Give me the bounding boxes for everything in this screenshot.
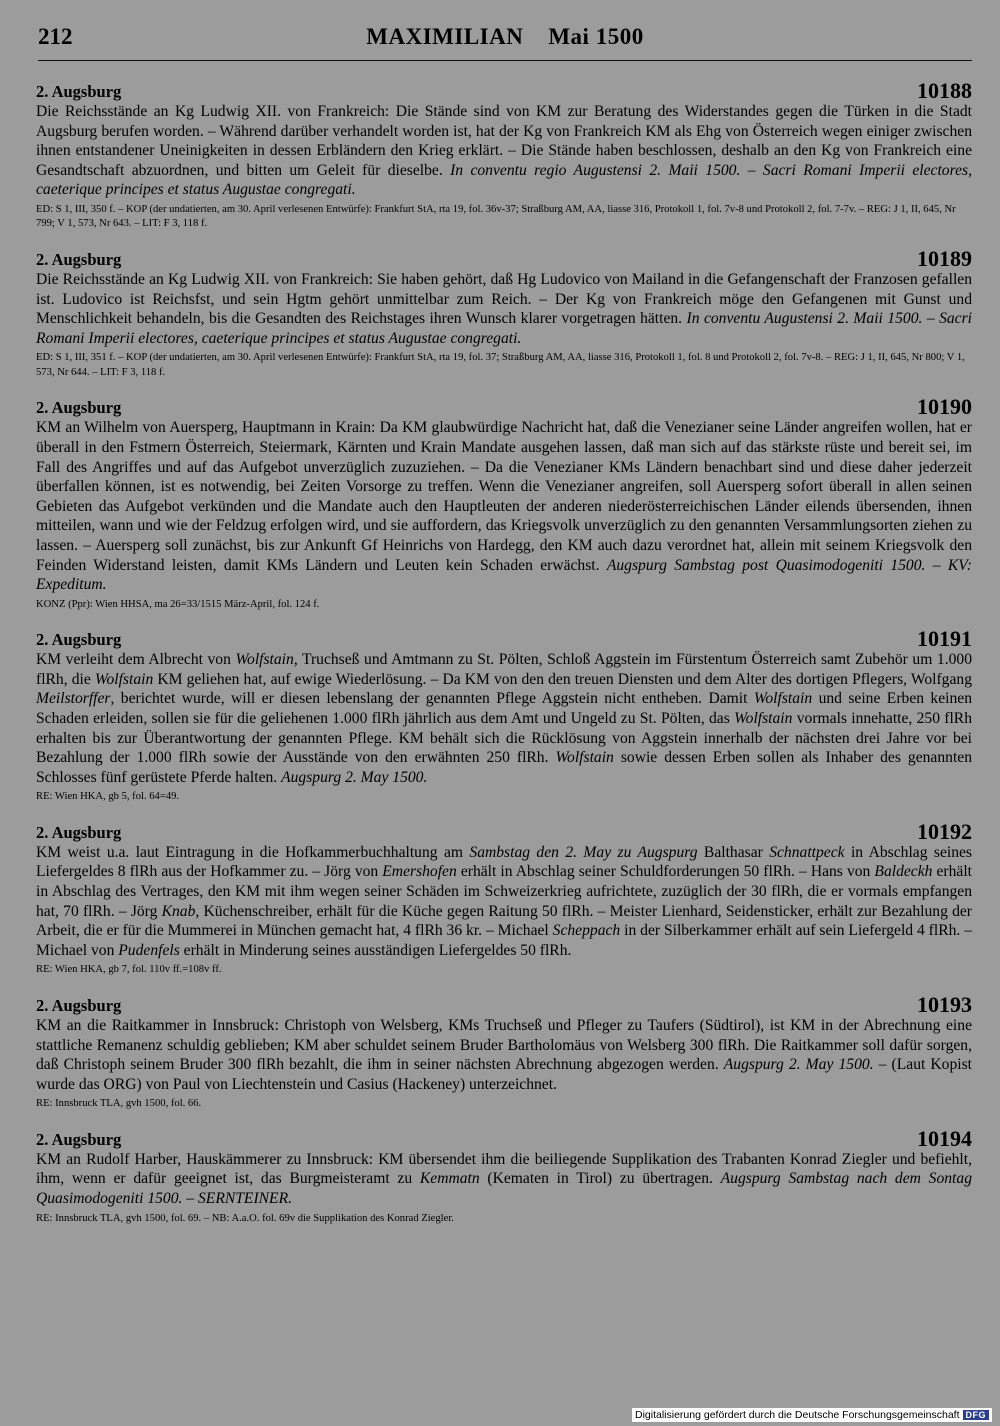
text-segment: sowie dessen Erben sollen als Inhaber des genannten Schlosses fünf gerüstete Pferde halten. (36, 749, 972, 786)
entry-heading (36, 246, 972, 270)
italic-segment: Meilstorffer (36, 690, 111, 708)
text-segment: erhält in Minderung seines ausständigen Liefergeldes 50 flRh. (179, 941, 572, 959)
entry-number: 10193 (917, 991, 972, 1017)
text-segment: KM geliehen hat, auf ewige Wiederlösung. – Da KM von den den treuen Diensten und dem Alter des dortigen Pflegers, Wolfgang (153, 670, 972, 688)
italic-segment: Sambstag den 2. May zu Augspurg (469, 843, 698, 861)
entry-text (36, 843, 972, 961)
entry-number: 10188 (917, 78, 972, 103)
entry-source-note: RE: Wien HKA, gb 7, fol. 110v ff.=108v ff. (36, 964, 222, 976)
text-segment: , berichtet wurde, will er diesen lebenslang der genannten Pflege Aggstein nicht entheben. Damit (110, 690, 754, 708)
text-segment: – (Laut Kopist wurde das ORG) von Paul von Liechtenstein und Casius (Hackeney) unterzeichnet. (36, 1056, 972, 1093)
italic-segment: Kemmatn (419, 1170, 480, 1188)
text-segment: erhält in Abschlag seiner Schuldforderungen 50 flRh. – Hans von (456, 863, 875, 881)
footer (632, 1408, 992, 1422)
regest-entry (36, 78, 972, 232)
italic-segment: Augspurg Sambstag nach dem Sontag Quasimodogeniti 1500. – SERNTEINER. (36, 1170, 972, 1207)
italic-segment: Wolfstain (235, 651, 294, 669)
regest-entry (36, 626, 972, 805)
text-segment: in Abschlag seines Liefergeldes 8 flRh aus der Hofkammer zu. – Jörg von (36, 843, 972, 881)
entry-source-note: RE: Wien HKA, gb 5, fol. 64=49. (36, 791, 180, 803)
entry-heading (36, 78, 972, 102)
italic-segment: In conventu regio Augustensi 2. Maii 1500. – Sacri Romani Imperii electores, caeterique principes et status Augustae congregati. (36, 161, 972, 199)
entry-number: 10190 (917, 394, 972, 420)
text-segment: KM an Rudolf Harber, Hauskämmerer zu Innsbruck: KM übersendet ihm die beiliegende Supplikation des Trabanten Konrad Ziegler und befiehlt, ihm, wenn er dafür geeignet ist, das Burgmeisteramt zu (36, 1150, 972, 1188)
text-segment: vormals innehatte, 250 flRh erhalten bis zur Überantwortung der genannten Pflege. KM behält sich die Rücklösung von Aggstein innerhalb der nächsten drei Jahre vor bei Bezahlung der 1.000 flRh sowie der Ausstände von den erwähnten 250 flRh. (36, 709, 972, 767)
italic-segment: Pudenfels (118, 941, 180, 959)
entry-date-place: 2. Augsburg (36, 1129, 122, 1149)
italic-segment: Wolfstain (734, 709, 793, 727)
entry-number: 10194 (917, 1125, 972, 1151)
entry-text (36, 1016, 972, 1094)
page-number: 212 (38, 24, 73, 49)
entry-date-place: 2. Augsburg (36, 995, 122, 1015)
entry-date-place: 2. Augsburg (36, 249, 122, 269)
entry-text (36, 270, 972, 348)
text-segment: Die Reichsstände an Kg Ludwig XII. von Frankreich: Sie haben gehört, daß Hg Ludovico von Mailand in die Gefangenschaft der Franzosen gefallen ist. Ludovico ist Reichsfst, und sein Hgtm gehört unmittelbar zum Reich. – Der Kg von Frankreich möge den Gefangenen mit Gunst und Menschlichkeit behandeln, bis die Gesandten des Reichstages ihren Wunsch klarer vorgetragen hätten. (36, 270, 972, 328)
text-segment: Die Reichsstände an Kg Ludwig XII. von Frankreich: Die Stände sind von KM zur Beratung des Widerstandes gegen die Türken in die Stadt Augsburg berufen worden. – Während darüber verhandelt worden ist, hat der Kg von Frankreich KM als Ehg von Österreich wegen einiger zwischen ihnen entstandener Uneinigkeiten in dessen Erbländern den Krieg erklärt. – Die Stände haben beschlossen, deshalb an den Kg von Frankreich eine Gesandtschaft abzuordnen, und bitten um Geleit für dieselbe. (36, 103, 972, 179)
entry-source-note: ED: S 1, III, 351 f. – KOP (der undatierten, am 30. April verlesenen Entwürfe): Frankfurt StA, rta 19, fol. 37; Straßburg AM, AA, liasse 316, Protokoll 1, fol. 8 und Protokoll 2, fol. 7v-8. – REG: J 1, II, 645, Nr 800; V 1, 573, Nr 644. – LIT: F 3, 118 f. (36, 352, 965, 378)
regest-entry (36, 1126, 972, 1226)
italic-segment: Baldeckh (874, 863, 933, 881)
text-segment: Balthasar (697, 843, 770, 861)
entry-source-note: KONZ (Ppr): Wien HHSA, ma 26=33/1515 März-April, fol. 124 f. (36, 598, 320, 610)
italic-segment: Augspurg 2. May 1500. (281, 768, 428, 786)
text-segment: KM an die Raitkammer in Innsbruck: Christoph von Welsberg, KMs Truchseß und Pfleger zu Taufers (Südtirol), ist KM in der Abrechnung eine stattliche Remanenz schuldig geblieben; KM aber schuldet seinem Bruder Bartholomäus von Welsberg 300 flRh. Die Raitkammer soll dafür sorgen, daß Christoph seinem Bruder 300 flRh bezahlt, die ihm in seiner nächsten Abrechnung abgezogen werden. (36, 1016, 972, 1074)
entry-text (36, 102, 972, 200)
entry-text (36, 1150, 972, 1209)
italic-segment: Augspurg 2. May 1500. (723, 1056, 874, 1074)
entry-number: 10189 (917, 245, 972, 271)
regest-entry (36, 394, 972, 612)
entry-source-note: ED: S 1, III, 350 f. – KOP (der undatierten, am 30. April verlesenen Entwürfe): Frankfurt StA, rta 19, fol. 36v-37; Straßburg AM, AA, liasse 316, Protokoll 1, fol. 7v-8 und Protokoll 2, fol. 7-7v. – REG: J 1, II, 645, Nr 799; V 1, 573, Nr 643. – LIT: F 3, 118 f. (36, 203, 956, 230)
italic-segment: Scheppach (552, 922, 621, 940)
page-header (38, 24, 972, 61)
italic-segment: In conventu Augustensi 2. Maii 1500. – Sacri Romani Imperii electores, caeterique principes et status Augustae congregati. (36, 310, 972, 347)
regest-entry (36, 246, 972, 380)
entry-date-place: 2. Augsburg (36, 82, 122, 101)
entry-date-place: 2. Augsburg (36, 822, 122, 842)
text-segment: (Kematen in Tirol) zu übertragen. (479, 1170, 721, 1188)
entry-source-note: RE: Innsbruck TLA, gvh 1500, fol. 66. (36, 1098, 202, 1110)
entry-number: 10191 (917, 626, 972, 652)
entry-heading (36, 1126, 972, 1150)
entry-number: 10192 (917, 818, 972, 844)
entry-heading (36, 626, 972, 650)
italic-segment: Augspurg Sambstag post Quasimodogeniti 1500. – KV: Expeditum. (36, 556, 972, 594)
entry-heading (36, 992, 972, 1016)
regest-list (36, 78, 972, 1240)
entry-heading (36, 394, 972, 418)
text-segment: erhält in Abschlag des Vertrages, den KM mit ihm wegen seiner Schäden im Schweizerkrieg aufrichtete, zuzüglich der 30 flRh, die er vormals empfangen hat, 70 flRh. – Jörg (36, 863, 973, 920)
text-segment: KM weist u.a. laut Eintragung in die Hofkammerbuchhaltung am (36, 843, 470, 861)
entry-heading (36, 819, 972, 843)
italic-segment: Wolfstain (94, 670, 154, 688)
entry-source-note: RE: Innsbruck TLA, gvh 1500, fol. 69. – NB: A.a.O. fol. 69v die Supplikation des Konrad Ziegler. (36, 1212, 454, 1224)
text-segment: KM an Wilhelm von Auersperg, Hauptmann in Krain: Da KM glaubwürdige Nachricht hat, daß die Venezianer seine Länder angreifen wollen, hat er überall in den Fstmern Österreich, Steiermark, Kärnten und Krain Mandate ausgehen lassen, daß man sich auf das stärkste rüste und bereit sei, im Fall des Angriffes und auf das Aufgebot unverzüglich zuzuziehen. – Da die Venezianer KMs Ländern benachbart sind und diese daher jederzeit überfallen können, ist es notwendig, bei Zeiten Vorsorge zu treffen. Wenn die Venezianer angreifen, soll Auersperg sofort überall in allen seinen Gebieten das Aufgebot verkünden und die Mandate auch den Hauptleuten der anderen niederösterreichischen Länder eilends übersenden, ihnen mitteilen, wann und wie der Feldzug erfolgen wird, und sie auffordern, das Kriegsvolk unverzüglich zu den genannten Versammlungsorten ziehen zu lassen. – Auersperg soll zunächst, bis zur Ankunft Gf Heinrichs von Hardegg, den KM auch dazu verordnet hat, allein mit seinem Kriegsvolk den Feinden Widerstand leisten, damit KMs Ländern und Leuten kein Schaden erwächst. (36, 419, 972, 574)
italic-segment: Emershofen (382, 863, 457, 881)
dfg-logo: DFG (963, 1410, 990, 1420)
regest-entry (36, 992, 972, 1112)
italic-segment: Wolfstain (555, 749, 614, 767)
text-segment: und seine Erben keinen Schaden erleiden, sollen sie für die geliehenen 1.000 flRh jährlich aus dem Amt und Ungeld zu St. Pölten, das (36, 690, 972, 727)
italic-segment: Wolfstain (753, 690, 813, 708)
text-segment: KM verleiht dem Albrecht von (36, 651, 236, 669)
regest-entry (36, 819, 972, 978)
entry-date-place: 2. Augsburg (36, 398, 122, 418)
running-title: MAXIMILIAN Mai 1500 (366, 24, 644, 49)
entry-text (36, 650, 972, 787)
text-segment: , Küchenschreiber, erhält für die Küche gegen Raitung 50 flRh. – Meister Lienhard, Seidensticker, erhält zur Bezahlung der Arbeit, die er für die Mummerei in München gemacht hat, 4 flRh 36 kr. – Michael (36, 902, 972, 940)
entry-date-place: 2. Augsburg (36, 630, 122, 650)
entry-text (36, 418, 972, 594)
footer-text: Digitalisierung gefördert durch die Deutsche Forschungsgemeinschaft (634, 1409, 960, 1421)
text-segment: in der Silberkammer erhält auf sein Liefergeld 4 flRh. – Michael von (36, 922, 973, 959)
text-segment: , Truchseß und Amtmann zu St. Pölten, Schloß Aggstein im Fürstentum Österreich samt Zubehör um 1.000 flRh, die (36, 651, 972, 688)
italic-segment: Knab (161, 902, 196, 920)
italic-segment: Schnattpeck (769, 843, 845, 861)
